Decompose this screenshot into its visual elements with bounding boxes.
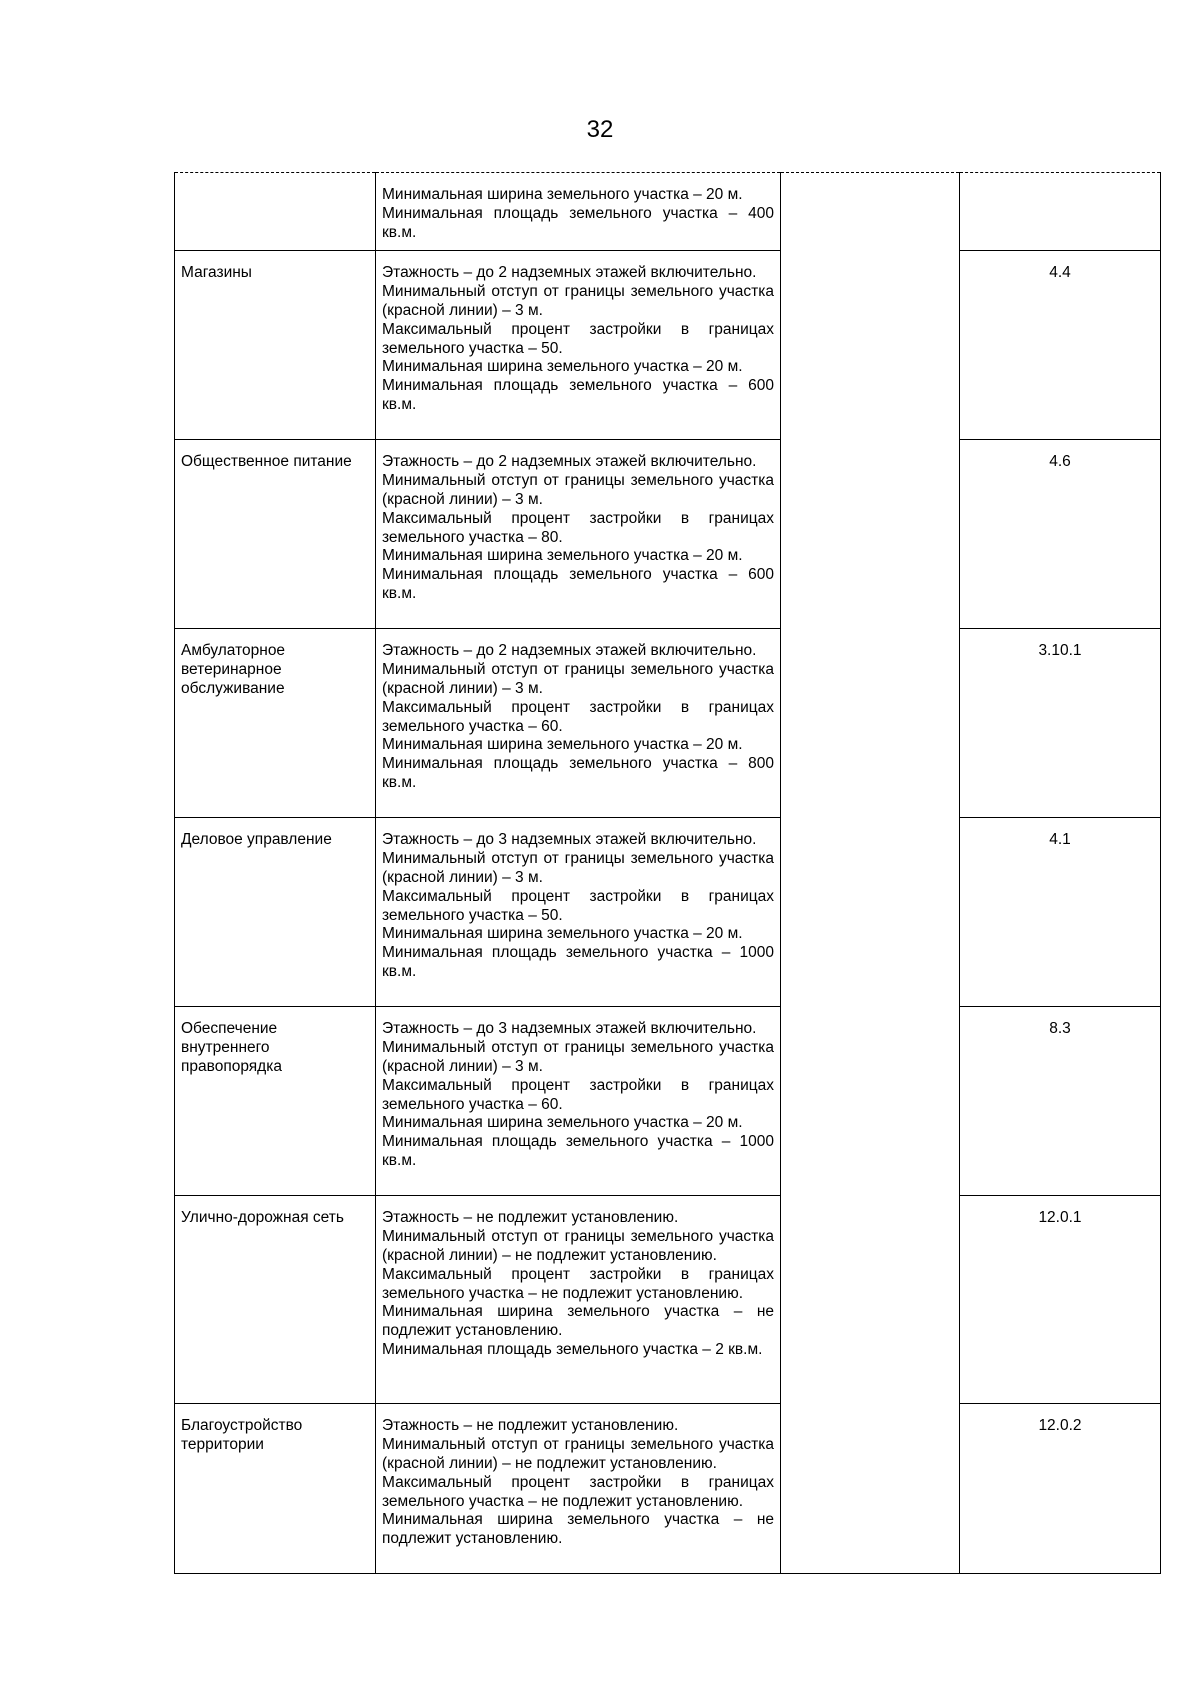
parameter-line: Минимальная площадь земельного участка – 2 кв.м. <box>382 1340 763 1358</box>
parameters-cell <box>376 440 781 629</box>
parameter-line: Минимальная площадь земельного участка – 1000 кв.м. <box>382 944 774 980</box>
parameter-line: Минимальная ширина земельного участка – 20 м. <box>382 358 743 376</box>
parameter-line: Максимальный процент застройки в границах земельного участка – 80. <box>382 509 774 546</box>
classifier-code-cell: 3.10.1 <box>960 629 1161 818</box>
use-type-name-cell: Благоустройство территории <box>175 1404 376 1574</box>
parameter-line: Этажность – до 3 надземных этажей включительно. <box>382 1020 757 1038</box>
parameter-line: Максимальный процент застройки в границах земельного участка – 50. <box>382 887 774 924</box>
parameters-cell <box>376 173 781 251</box>
table-row <box>175 818 1161 1007</box>
parameter-line: Минимальная ширина земельного участка – не подлежит установлению. <box>382 1511 774 1548</box>
parameter-line: Минимальный отступ от границы земельного участка (красной линии) – 3 м. <box>382 1039 774 1075</box>
classifier-code-cell: 12.0.2 <box>960 1404 1161 1574</box>
parameter-line: Этажность – до 2 надземных этажей включительно. <box>382 642 757 660</box>
parameters-cell <box>376 1404 781 1574</box>
parameter-line: Минимальная ширина земельного участка – 20 м. <box>382 1114 743 1132</box>
table-row <box>175 1404 1161 1574</box>
parameter-line: Максимальный процент застройки в границах земельного участка – 50. <box>382 320 774 357</box>
parameter-line: Минимальная ширина земельного участка – не подлежит установлению. <box>382 1303 774 1340</box>
classifier-code-cell: 4.6 <box>960 440 1161 629</box>
parameter-line: Максимальный процент застройки в границах земельного участка – 60. <box>382 1076 774 1113</box>
parameter-line: Максимальный процент застройки в границах земельного участка – не подлежит установлению. <box>382 1265 774 1302</box>
table-row <box>175 629 1161 818</box>
restrictions-cell <box>781 173 960 1574</box>
parameter-line: Минимальная площадь земельного участка – 600 кв.м. <box>382 377 774 413</box>
classifier-code-cell: 12.0.1 <box>960 1196 1161 1404</box>
use-type-name-cell: Улично-дорожная сеть <box>175 1196 376 1404</box>
land-use-regulations-table <box>174 172 1161 1574</box>
parameter-line: Максимальный процент застройки в границах земельного участка – не подлежит установлению. <box>382 1473 774 1510</box>
use-type-name-cell <box>175 173 376 251</box>
parameter-line: Минимальная ширина земельного участка – 20 м. <box>382 736 743 754</box>
parameter-line: Минимальная площадь земельного участка – 400 кв.м. <box>382 204 774 241</box>
parameters-cell <box>376 1007 781 1196</box>
parameter-line: Максимальный процент застройки в границах земельного участка – 60. <box>382 698 774 735</box>
parameter-line: Минимальная ширина земельного участка – 20 м. <box>382 547 743 565</box>
table-row <box>175 440 1161 629</box>
parameter-line: Минимальный отступ от границы земельного участка (красной линии) – 3 м. <box>382 850 774 886</box>
classifier-code-cell: 8.3 <box>960 1007 1161 1196</box>
parameters-cell <box>376 629 781 818</box>
use-type-name-cell: Амбулаторное ветеринарное обслуживание <box>175 629 376 818</box>
use-type-name-cell: Магазины <box>175 251 376 440</box>
parameter-line: Этажность – до 2 надземных этажей включительно. <box>382 264 757 282</box>
parameter-line: Минимальная площадь земельного участка – 1000 кв.м. <box>382 1133 774 1169</box>
page-number: 32 <box>586 116 614 143</box>
parameter-line: Этажность – до 2 надземных этажей включительно. <box>382 453 757 471</box>
table-row <box>175 1007 1161 1196</box>
parameter-line: Минимальный отступ от границы земельного участка (красной линии) – 3 м. <box>382 661 774 697</box>
parameter-line: Минимальная ширина земельного участка – 20 м. <box>382 186 743 203</box>
parameters-cell <box>376 1196 781 1404</box>
parameter-line: Минимальный отступ от границы земельного участка (красной линии) – не подлежит установлению. <box>382 1436 774 1472</box>
parameter-line: Минимальный отступ от границы земельного участка (красной линии) – 3 м. <box>382 283 774 319</box>
parameter-line: Минимальная площадь земельного участка – 600 кв.м. <box>382 566 774 602</box>
parameter-line: Минимальный отступ от границы земельного участка (красной линии) – 3 м. <box>382 472 774 508</box>
table-row <box>175 173 1161 251</box>
classifier-code-cell <box>960 173 1161 251</box>
parameter-line: Минимальная площадь земельного участка – 800 кв.м. <box>382 755 774 791</box>
parameters-cell <box>376 251 781 440</box>
parameters-cell <box>376 818 781 1007</box>
table-row <box>175 1196 1161 1404</box>
parameter-line: Этажность – не подлежит установлению. <box>382 1209 679 1227</box>
parameter-line: Минимальная ширина земельного участка – 20 м. <box>382 925 743 943</box>
parameter-line: Этажность – до 3 надземных этажей включительно. <box>382 831 757 849</box>
classifier-code-cell: 4.1 <box>960 818 1161 1007</box>
parameter-line: Минимальный отступ от границы земельного участка (красной линии) – не подлежит установлению. <box>382 1228 774 1264</box>
classifier-code-cell: 4.4 <box>960 251 1161 440</box>
table-body <box>175 173 1161 1574</box>
use-type-name-cell: Деловое управление <box>175 818 376 1007</box>
table-row <box>175 251 1161 440</box>
use-type-name-cell: Общественное питание <box>175 440 376 629</box>
use-type-name-cell: Обеспечение внутреннего правопорядка <box>175 1007 376 1196</box>
parameter-line: Этажность – не подлежит установлению. <box>382 1417 679 1435</box>
